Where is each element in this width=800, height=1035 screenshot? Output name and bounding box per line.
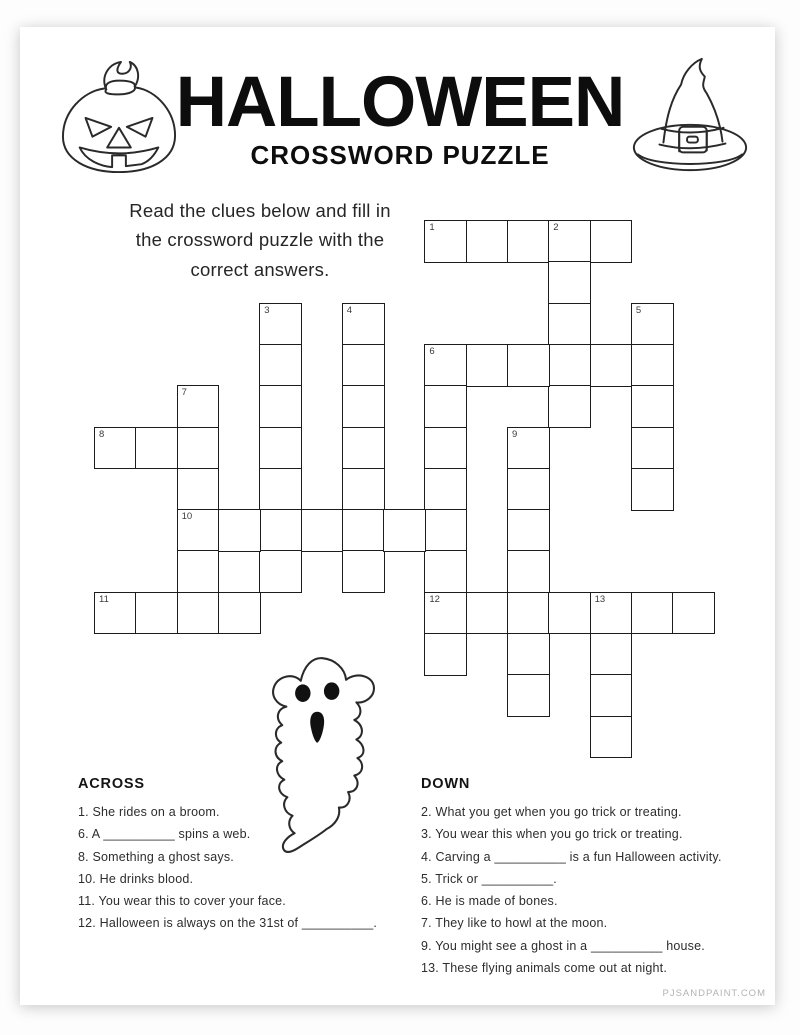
grid-cell bbox=[548, 261, 591, 304]
grid-cell bbox=[590, 716, 633, 759]
grid-cell bbox=[424, 592, 467, 635]
cell-number: 1 bbox=[429, 222, 435, 233]
cell-number: 10 bbox=[181, 511, 193, 523]
grid-cell bbox=[466, 592, 509, 635]
grid-cell bbox=[631, 344, 674, 387]
grid-cell bbox=[259, 427, 302, 470]
grid-cell bbox=[424, 427, 467, 470]
grid-cell bbox=[507, 592, 550, 635]
grid-cell bbox=[590, 220, 633, 263]
grid-cell bbox=[177, 509, 220, 552]
grid-cell bbox=[631, 303, 674, 346]
grid-cell bbox=[424, 633, 467, 676]
grid-cell bbox=[424, 220, 467, 263]
grid-cell bbox=[424, 550, 467, 593]
grid-cell bbox=[507, 468, 550, 511]
down-clue: 4. Carving a __________ is a fun Halloween activity. bbox=[421, 849, 722, 864]
grid-cell bbox=[631, 385, 674, 428]
grid-cell bbox=[548, 592, 591, 635]
grid-cell bbox=[424, 344, 467, 387]
across-clue-list bbox=[78, 801, 398, 935]
grid-cell bbox=[177, 427, 220, 470]
instructions-line-2: the crossword puzzle with the bbox=[135, 229, 385, 251]
grid-cell bbox=[507, 344, 550, 387]
cell-number: 5 bbox=[635, 304, 642, 316]
grid-cell bbox=[672, 592, 715, 635]
grid-cell bbox=[177, 592, 220, 635]
grid-cell bbox=[342, 509, 385, 552]
grid-cell bbox=[259, 509, 302, 552]
grid-cell bbox=[466, 344, 509, 387]
cell-number: 8 bbox=[99, 428, 105, 440]
grid-cell bbox=[259, 385, 302, 428]
crossword-grid bbox=[94, 220, 719, 760]
page-subtitle: CROSSWORD PUZZLE bbox=[250, 140, 550, 170]
down-clue: 9. You might see a ghost in a __________ house. bbox=[421, 938, 705, 953]
grid-cell bbox=[342, 468, 385, 511]
down-clue: 7. They like to howl at the moon. bbox=[421, 916, 608, 931]
grid-cell bbox=[218, 509, 261, 552]
grid-cell bbox=[507, 550, 550, 593]
grid-cell bbox=[590, 674, 633, 717]
across-clue: 1. She rides on a broom. bbox=[78, 805, 220, 819]
grid-cell bbox=[507, 427, 550, 470]
grid-cell bbox=[135, 592, 178, 635]
grid-cell bbox=[466, 220, 509, 263]
grid-cell bbox=[507, 220, 550, 263]
instructions-line-1: Read the clues below and fill in bbox=[129, 200, 391, 221]
grid-cell bbox=[548, 220, 591, 263]
grid-cell bbox=[259, 344, 302, 387]
grid-cell bbox=[342, 550, 385, 593]
grid-cell bbox=[507, 509, 550, 552]
down-clue: 6. He is made of bones. bbox=[421, 894, 558, 909]
down-clue-list bbox=[421, 801, 766, 979]
grid-cell bbox=[177, 550, 220, 593]
grid-cell bbox=[342, 344, 385, 387]
grid-cell bbox=[507, 633, 550, 676]
grid-cell bbox=[631, 592, 674, 635]
watermark-text: PJSANDPAINT.COM bbox=[662, 988, 766, 999]
grid-cell bbox=[424, 468, 467, 511]
grid-cell bbox=[631, 427, 674, 470]
grid-cell bbox=[259, 303, 302, 346]
cell-number: 2 bbox=[553, 222, 559, 233]
grid-cell bbox=[135, 427, 178, 470]
across-clue: 10. He drinks blood. bbox=[78, 871, 194, 886]
instructions-line-3: correct answers. bbox=[190, 258, 330, 280]
across-clue: 12. Halloween is always on the 31st of __________. bbox=[78, 916, 378, 931]
cell-number: 6 bbox=[429, 345, 435, 357]
grid-cell bbox=[342, 385, 385, 428]
down-section bbox=[421, 776, 766, 979]
cell-number: 4 bbox=[346, 304, 353, 316]
cell-number: 13 bbox=[594, 593, 606, 605]
grid-cell bbox=[548, 303, 591, 346]
page-title: HALLOWEEN bbox=[175, 63, 625, 142]
grid-cell bbox=[507, 674, 550, 717]
cell-number: 7 bbox=[181, 387, 187, 399]
grid-cell bbox=[177, 385, 220, 428]
cell-number: 9 bbox=[512, 428, 518, 440]
across-heading: ACROSS bbox=[78, 776, 145, 792]
grid-cell bbox=[424, 385, 467, 428]
grid-cell bbox=[424, 509, 467, 552]
grid-cell bbox=[548, 344, 591, 387]
grid-cell bbox=[259, 550, 302, 593]
across-clue: 6. A __________ spins a web. bbox=[78, 827, 251, 842]
grid-cell bbox=[259, 468, 302, 511]
grid-cell bbox=[94, 592, 137, 635]
grid-cell bbox=[590, 633, 633, 676]
witch-hat-icon bbox=[626, 55, 754, 175]
grid-cell bbox=[218, 592, 261, 635]
down-clue: 13. These flying animals come out at night. bbox=[421, 961, 668, 976]
cell-number: 11 bbox=[99, 593, 109, 605]
across-section bbox=[78, 776, 398, 935]
grid-cell bbox=[548, 385, 591, 428]
cell-number: 3 bbox=[264, 304, 270, 316]
grid-cell bbox=[590, 344, 633, 387]
grid-cell bbox=[631, 468, 674, 511]
down-clue: 2. What you get when you go trick or treating. bbox=[421, 805, 682, 819]
down-clue: 5. Trick or __________. bbox=[421, 871, 557, 886]
grid-cell bbox=[342, 427, 385, 470]
cell-number: 12 bbox=[429, 593, 440, 605]
grid-cell bbox=[342, 303, 385, 346]
grid-cell bbox=[590, 592, 633, 635]
across-clue: 8. Something a ghost says. bbox=[78, 849, 234, 864]
grid-cell bbox=[177, 468, 220, 511]
grid-cell bbox=[383, 509, 426, 552]
down-heading: DOWN bbox=[421, 776, 471, 792]
across-clue: 11. You wear this to cover your face. bbox=[78, 894, 286, 909]
grid-cell bbox=[94, 427, 137, 470]
grid-cell bbox=[301, 509, 344, 552]
down-clue: 3. You wear this when you go trick or treating. bbox=[421, 827, 683, 842]
